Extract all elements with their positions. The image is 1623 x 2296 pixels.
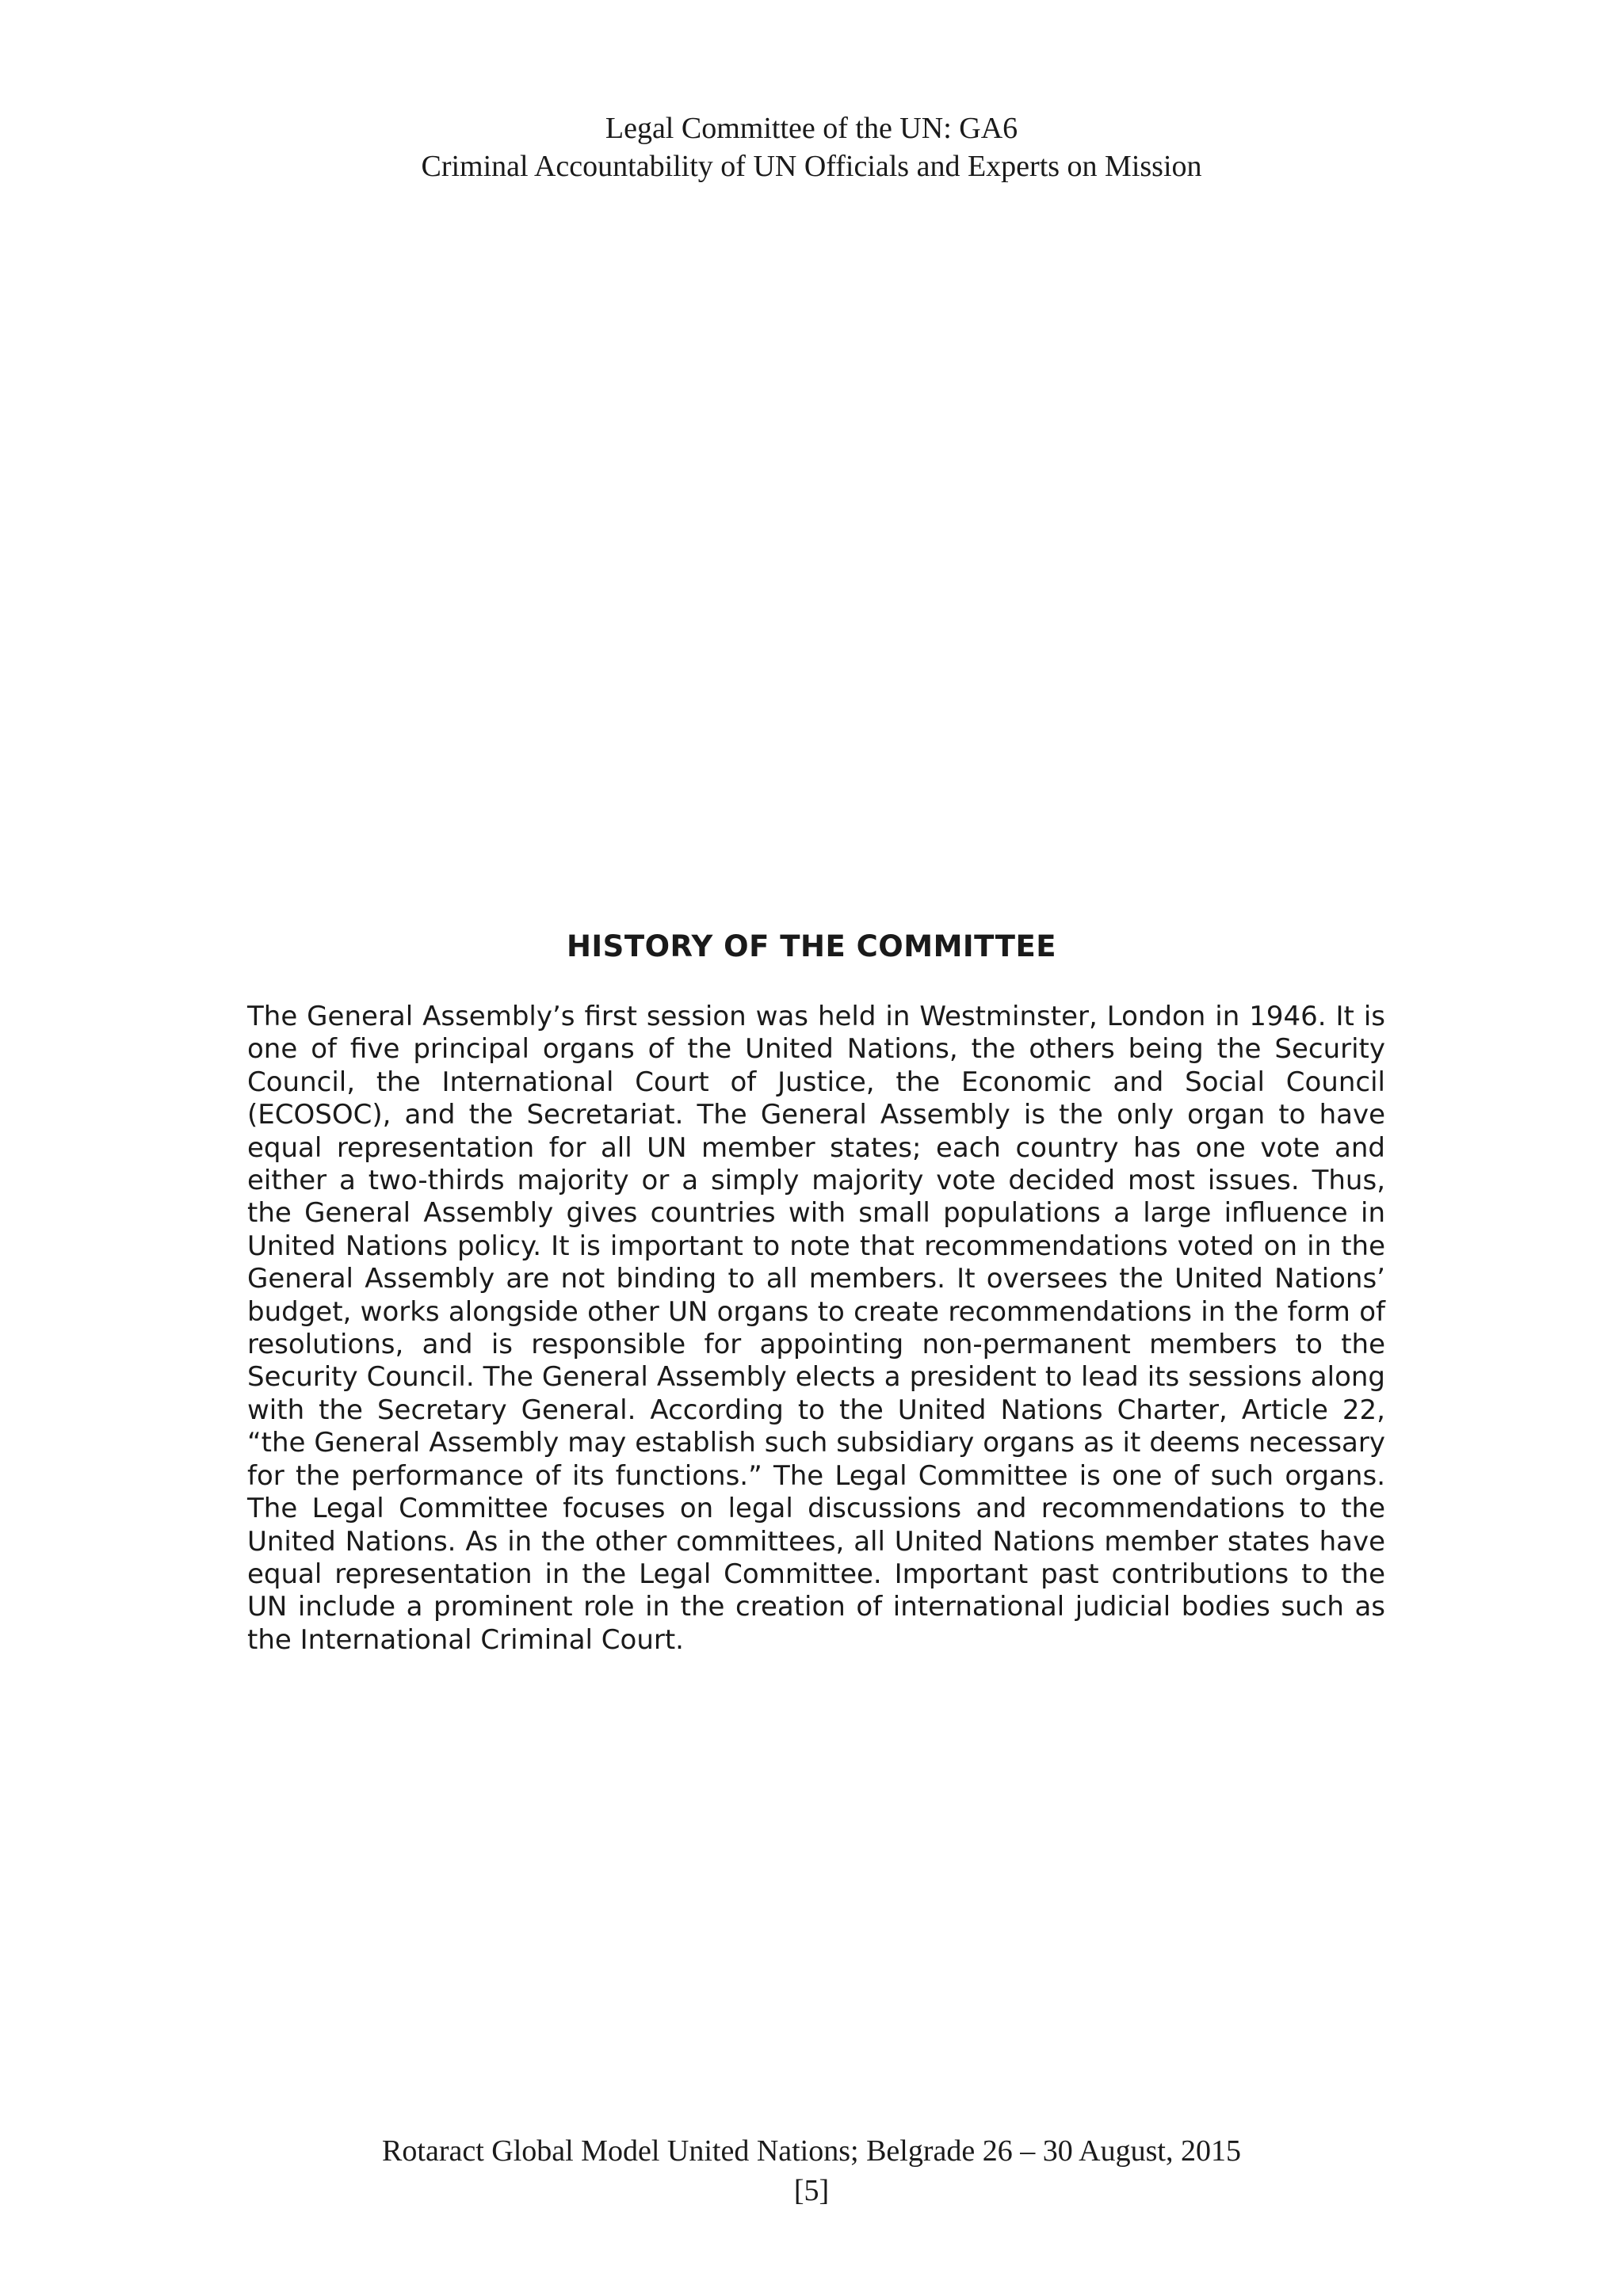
section-body-paragraph: The General Assembly’s first session was held in Westminster, London in 1946. It is one of five principal organs of the United Nations, the others being the Security Council, the International Court of Justice, the Economic and Social Council (ECOSOC), and the Secretariat. The General Assembly is the only organ to have equal representation for all UN member states; each country has one vote and either a two-thirds majority or a simply majority vote decided most issues. Thus, the General Assembly gives countries with small populations a large influence in United Nations policy. It is important to note that recommendations voted on in the General Assembly are not binding to all members. It oversees the United Nations’ budget, works alongside other UN organs to create recommendations in the form of resolutions, and is responsible for appointing non-permanent members to the Security Council. The General Assembly elects a president to lead its sessions along with the Secretary General. According to the United Nations Charter, Article 22, “the General Assembly may establish such subsidiary organs as it deems necessary for the performance of its functions.” The Legal Committee is one of such organs. The Legal Committee focuses on legal discussions and recommendations to the United Nations. As in the other committees, all United Nations member states have equal representation in the Legal Committee. Important past contributions to the UN include a prominent role in the creation of international judicial bodies such as the International Criminal Court. [247,1001,1385,1656]
section-heading: HISTORY OF THE COMMITTEE [566,929,1057,963]
footer-event-line: Rotaract Global Model United Nations; Belgrade 26 – 30 August, 2015 [382,2134,1241,2168]
page-header [0,109,1623,185]
page-footer [0,2131,1623,2210]
header-committee-title: Legal Committee of the UN: GA6 [605,112,1018,145]
header-topic-title: Criminal Accountability of UN Officials and Experts on Mission [421,150,1202,183]
footer-page-number: [5] [793,2174,830,2207]
